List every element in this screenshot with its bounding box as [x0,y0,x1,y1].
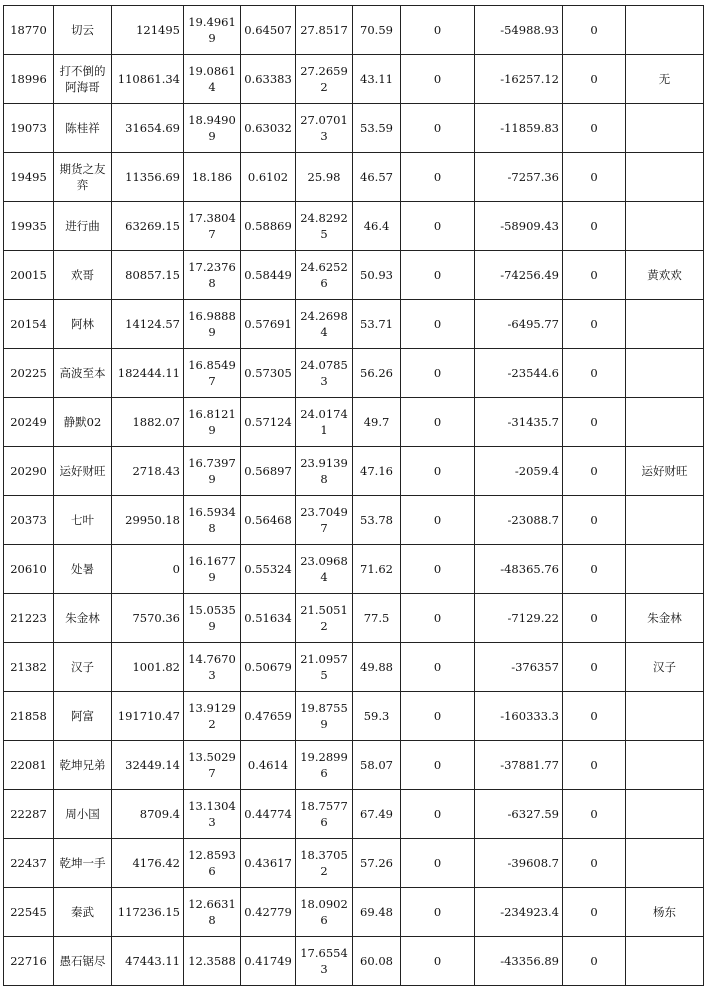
cell-value-h: 0 [563,398,626,447]
cell-value-c: 0.41749 [241,937,296,986]
table-row [4,104,704,153]
cell-value-h: 0 [563,545,626,594]
cell-value-d: 21.50512 [296,594,353,643]
cell-value-h: 0 [563,6,626,55]
cell-value-e: 77.5 [353,594,401,643]
cell-value-g: -160333.3 [475,692,563,741]
cell-note [626,300,704,349]
cell-value-g: -54988.93 [475,6,563,55]
cell-value-d: 18.09026 [296,888,353,937]
cell-value-a: 121495 [112,6,184,55]
cell-name: 欢哥 [54,251,112,300]
cell-value-d: 27.8517 [296,6,353,55]
table-row [4,790,704,839]
cell-value-f: 0 [401,790,475,839]
cell-note [626,790,704,839]
cell-value-d: 18.75776 [296,790,353,839]
table-row [4,447,704,496]
cell-value-b: 16.16779 [184,545,241,594]
cell-name: 秦武 [54,888,112,937]
cell-value-b: 13.91292 [184,692,241,741]
cell-value-e: 56.26 [353,349,401,398]
cell-value-e: 70.59 [353,6,401,55]
cell-value-d: 23.09684 [296,545,353,594]
table-row [4,888,704,937]
cell-value-e: 69.48 [353,888,401,937]
cell-name: 阿林 [54,300,112,349]
cell-name: 汉子 [54,643,112,692]
cell-value-c: 0.43617 [241,839,296,888]
cell-value-g: -74256.49 [475,251,563,300]
cell-name: 运好财旺 [54,447,112,496]
cell-value-h: 0 [563,153,626,202]
cell-note: 朱金林 [626,594,704,643]
cell-value-e: 47.16 [353,447,401,496]
cell-value-c: 0.4614 [241,741,296,790]
cell-id: 22437 [4,839,54,888]
cell-value-a: 117236.15 [112,888,184,937]
cell-value-e: 53.78 [353,496,401,545]
cell-value-d: 19.87559 [296,692,353,741]
cell-value-h: 0 [563,643,626,692]
cell-value-h: 0 [563,937,626,986]
cell-name: 朱金林 [54,594,112,643]
table-row [4,839,704,888]
cell-note: 无 [626,55,704,104]
cell-value-d: 23.91398 [296,447,353,496]
cell-note [626,153,704,202]
cell-value-f: 0 [401,104,475,153]
table-row [4,692,704,741]
cell-value-e: 59.3 [353,692,401,741]
cell-value-a: 11356.69 [112,153,184,202]
cell-value-e: 53.59 [353,104,401,153]
cell-value-g: -37881.77 [475,741,563,790]
cell-value-f: 0 [401,153,475,202]
cell-value-d: 24.07853 [296,349,353,398]
cell-value-a: 14124.57 [112,300,184,349]
cell-value-c: 0.42779 [241,888,296,937]
cell-value-c: 0.6102 [241,153,296,202]
cell-value-b: 18.94909 [184,104,241,153]
cell-note: 汉子 [626,643,704,692]
cell-value-h: 0 [563,104,626,153]
cell-value-h: 0 [563,790,626,839]
cell-value-a: 7570.36 [112,594,184,643]
cell-value-e: 57.26 [353,839,401,888]
cell-value-e: 50.93 [353,251,401,300]
cell-value-b: 16.59348 [184,496,241,545]
table-row [4,741,704,790]
cell-id: 21382 [4,643,54,692]
cell-id: 20154 [4,300,54,349]
cell-id: 19935 [4,202,54,251]
cell-value-f: 0 [401,55,475,104]
cell-value-a: 4176.42 [112,839,184,888]
cell-value-h: 0 [563,741,626,790]
cell-name: 陈桂祥 [54,104,112,153]
cell-value-g: -6495.77 [475,300,563,349]
cell-id: 18996 [4,55,54,104]
cell-value-c: 0.57305 [241,349,296,398]
cell-name: 处暑 [54,545,112,594]
cell-name: 周小国 [54,790,112,839]
table-row [4,349,704,398]
cell-note [626,692,704,741]
cell-value-b: 17.23768 [184,251,241,300]
cell-value-d: 24.62526 [296,251,353,300]
cell-value-b: 13.13043 [184,790,241,839]
cell-value-h: 0 [563,251,626,300]
cell-value-a: 110861.34 [112,55,184,104]
cell-value-e: 49.7 [353,398,401,447]
cell-value-h: 0 [563,447,626,496]
cell-id: 19073 [4,104,54,153]
cell-value-a: 29950.18 [112,496,184,545]
cell-value-c: 0.58869 [241,202,296,251]
cell-value-g: -7129.22 [475,594,563,643]
cell-value-h: 0 [563,202,626,251]
cell-note [626,496,704,545]
cell-value-g: -39608.7 [475,839,563,888]
cell-name: 愚石锯尽 [54,937,112,986]
cell-value-f: 0 [401,496,475,545]
cell-value-d: 25.98 [296,153,353,202]
cell-value-b: 14.76703 [184,643,241,692]
cell-value-f: 0 [401,937,475,986]
cell-value-d: 19.28996 [296,741,353,790]
ranking-table [3,5,704,986]
cell-note [626,349,704,398]
cell-id: 20015 [4,251,54,300]
cell-value-b: 17.38047 [184,202,241,251]
cell-note [626,741,704,790]
cell-id: 21223 [4,594,54,643]
cell-value-f: 0 [401,447,475,496]
cell-value-b: 12.66318 [184,888,241,937]
cell-value-e: 67.49 [353,790,401,839]
cell-id: 18770 [4,6,54,55]
cell-value-b: 16.73979 [184,447,241,496]
cell-value-h: 0 [563,55,626,104]
cell-value-b: 12.85936 [184,839,241,888]
cell-id: 22545 [4,888,54,937]
cell-name: 打不倒的阿海哥 [54,55,112,104]
cell-value-a: 32449.14 [112,741,184,790]
table-row [4,6,704,55]
cell-value-c: 0.47659 [241,692,296,741]
cell-value-c: 0.56468 [241,496,296,545]
cell-value-f: 0 [401,300,475,349]
cell-id: 20225 [4,349,54,398]
cell-value-h: 0 [563,496,626,545]
cell-note [626,545,704,594]
cell-value-g: -376357 [475,643,563,692]
cell-value-f: 0 [401,545,475,594]
cell-id: 22287 [4,790,54,839]
cell-value-h: 0 [563,839,626,888]
cell-value-c: 0.56897 [241,447,296,496]
cell-note [626,6,704,55]
cell-value-f: 0 [401,839,475,888]
cell-value-a: 191710.47 [112,692,184,741]
cell-name: 阿富 [54,692,112,741]
cell-value-g: -23544.6 [475,349,563,398]
cell-value-a: 80857.15 [112,251,184,300]
cell-value-a: 63269.15 [112,202,184,251]
cell-value-h: 0 [563,349,626,398]
cell-value-a: 8709.4 [112,790,184,839]
cell-value-c: 0.64507 [241,6,296,55]
cell-name: 静默02 [54,398,112,447]
cell-id: 22716 [4,937,54,986]
cell-value-g: -48365.76 [475,545,563,594]
cell-value-e: 60.08 [353,937,401,986]
table-row [4,643,704,692]
cell-value-h: 0 [563,888,626,937]
cell-value-h: 0 [563,594,626,643]
cell-value-b: 12.3588 [184,937,241,986]
cell-note: 黄欢欢 [626,251,704,300]
cell-value-g: -6327.59 [475,790,563,839]
cell-value-c: 0.51634 [241,594,296,643]
table-row [4,594,704,643]
cell-value-b: 16.85497 [184,349,241,398]
cell-value-f: 0 [401,692,475,741]
cell-value-e: 43.11 [353,55,401,104]
cell-value-f: 0 [401,202,475,251]
cell-name: 乾坤兄弟 [54,741,112,790]
cell-value-b: 16.81219 [184,398,241,447]
cell-name: 进行曲 [54,202,112,251]
table-row [4,545,704,594]
cell-value-g: -7257.36 [475,153,563,202]
cell-value-c: 0.58449 [241,251,296,300]
cell-value-c: 0.63032 [241,104,296,153]
table-row [4,153,704,202]
cell-name: 期货之友弈 [54,153,112,202]
cell-value-f: 0 [401,6,475,55]
cell-value-c: 0.50679 [241,643,296,692]
cell-note [626,839,704,888]
cell-value-b: 19.08614 [184,55,241,104]
cell-value-g: -31435.7 [475,398,563,447]
cell-value-d: 24.01741 [296,398,353,447]
cell-id: 20610 [4,545,54,594]
table-row [4,300,704,349]
table-row [4,496,704,545]
cell-value-d: 24.82925 [296,202,353,251]
cell-value-c: 0.44774 [241,790,296,839]
cell-value-c: 0.57124 [241,398,296,447]
table-row [4,55,704,104]
cell-value-e: 46.4 [353,202,401,251]
cell-value-f: 0 [401,349,475,398]
cell-value-b: 19.49619 [184,6,241,55]
cell-name: 高波至本 [54,349,112,398]
cell-id: 20290 [4,447,54,496]
cell-value-e: 58.07 [353,741,401,790]
cell-value-f: 0 [401,398,475,447]
cell-value-e: 71.62 [353,545,401,594]
cell-value-f: 0 [401,888,475,937]
cell-value-e: 53.71 [353,300,401,349]
cell-value-d: 23.70497 [296,496,353,545]
cell-value-a: 31654.69 [112,104,184,153]
cell-value-b: 18.186 [184,153,241,202]
cell-value-a: 0 [112,545,184,594]
table-row [4,937,704,986]
cell-note [626,398,704,447]
cell-note: 运好财旺 [626,447,704,496]
cell-value-g: -58909.43 [475,202,563,251]
cell-value-d: 21.09575 [296,643,353,692]
cell-value-c: 0.55324 [241,545,296,594]
cell-name: 乾坤一手 [54,839,112,888]
cell-value-b: 13.50297 [184,741,241,790]
cell-value-f: 0 [401,251,475,300]
cell-value-d: 18.37052 [296,839,353,888]
cell-value-g: -23088.7 [475,496,563,545]
cell-value-a: 1001.82 [112,643,184,692]
cell-value-h: 0 [563,300,626,349]
cell-value-c: 0.63383 [241,55,296,104]
cell-value-e: 49.88 [353,643,401,692]
cell-value-g: -43356.89 [475,937,563,986]
table-body [4,6,704,986]
cell-value-d: 27.26592 [296,55,353,104]
cell-value-b: 15.05359 [184,594,241,643]
cell-note [626,202,704,251]
cell-value-d: 27.07013 [296,104,353,153]
cell-value-g: -16257.12 [475,55,563,104]
cell-note [626,104,704,153]
cell-value-a: 47443.11 [112,937,184,986]
cell-id: 20249 [4,398,54,447]
cell-value-f: 0 [401,594,475,643]
table-row [4,251,704,300]
cell-value-a: 2718.43 [112,447,184,496]
cell-value-b: 16.98889 [184,300,241,349]
cell-id: 19495 [4,153,54,202]
cell-id: 20373 [4,496,54,545]
cell-value-d: 24.26984 [296,300,353,349]
cell-value-d: 17.65543 [296,937,353,986]
cell-value-g: -2059.4 [475,447,563,496]
cell-id: 22081 [4,741,54,790]
cell-value-a: 182444.11 [112,349,184,398]
table-row [4,398,704,447]
cell-value-g: -11859.83 [475,104,563,153]
cell-value-g: -234923.4 [475,888,563,937]
cell-value-c: 0.57691 [241,300,296,349]
cell-value-h: 0 [563,692,626,741]
cell-id: 21858 [4,692,54,741]
table-row [4,202,704,251]
cell-value-a: 1882.07 [112,398,184,447]
cell-note [626,937,704,986]
cell-note: 杨东 [626,888,704,937]
cell-value-e: 46.57 [353,153,401,202]
cell-name: 七叶 [54,496,112,545]
cell-name: 切云 [54,6,112,55]
cell-value-f: 0 [401,741,475,790]
cell-value-f: 0 [401,643,475,692]
